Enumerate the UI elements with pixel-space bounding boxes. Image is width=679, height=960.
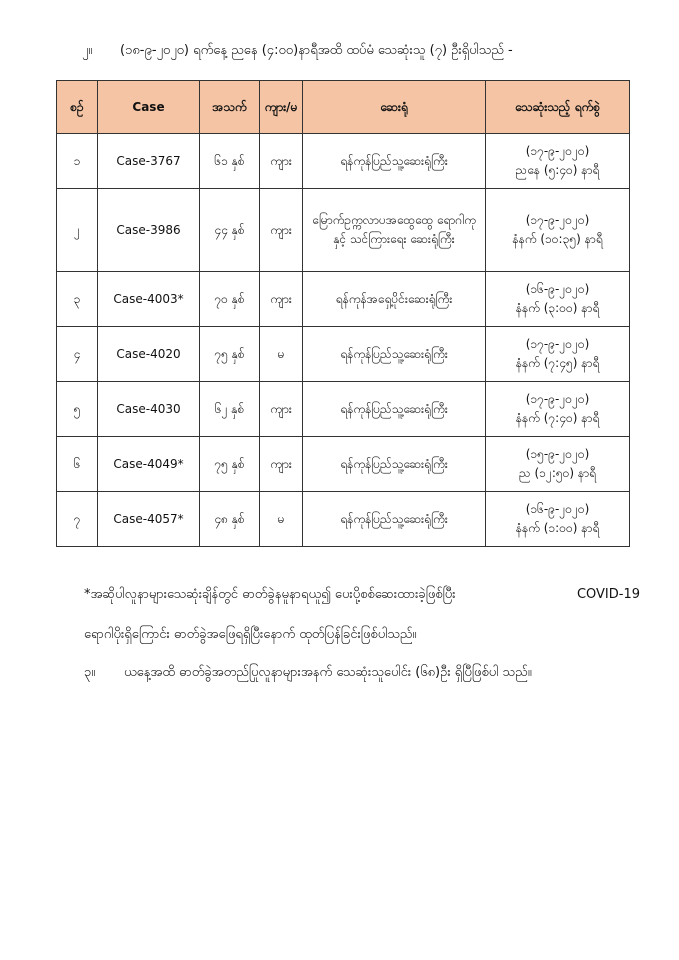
cell-age: ၆၁ နှစ် [200, 134, 260, 189]
cell-date [486, 134, 630, 189]
cell-hospital: ရန်ကုန်ပြည်သူ့ဆေးရုံကြီး [303, 437, 486, 492]
cell-age: ၆၂ နှစ် [200, 382, 260, 437]
header-date: သေဆုံးသည့် ရက်စွဲ [486, 81, 630, 134]
cell-case: Case-3986 [98, 189, 200, 272]
cell-hospital: မြောက်ဥက္ကလာပအထွေထွေ ရောဂါကုနှင့် သင်ကြားရေး ဆေးရုံကြီး [303, 189, 486, 272]
time-value: နံနက် (၁:၀၀) နာရီ [515, 521, 600, 535]
header-no: စဉ် [57, 81, 98, 134]
cell-case: Case-3767 [98, 134, 200, 189]
table-row [57, 189, 630, 272]
cell-case: Case-4020 [98, 327, 200, 382]
cell-sex: ကျား [260, 272, 303, 327]
cell-hospital: ရန်ကုန်အရှေ့ပိုင်းဆေးရုံကြီး [303, 272, 486, 327]
cell-sex: ကျား [260, 189, 303, 272]
header-hospital: ဆေးရုံ [303, 81, 486, 134]
cell-sex: ကျား [260, 382, 303, 437]
footnote-covid: COVID-19 [576, 587, 640, 602]
table-row [57, 437, 630, 492]
table-row [57, 492, 630, 547]
cell-age: ၇၀ နှစ် [200, 272, 260, 327]
cell-case: Case-4049* [98, 437, 200, 492]
cell-case: Case-4030 [98, 382, 200, 437]
cell-no: ၆ [57, 437, 98, 492]
cell-case: Case-4003* [98, 272, 200, 327]
footnote-text: *အဆိုပါလူနာများသေဆုံးချိန်တွင် ဓာတ်ခွဲနမူနာရယူ၍ ပေးပို့စစ်ဆေးထားခဲ့ဖြစ်ပြီး [84, 587, 456, 602]
cell-sex: မ [260, 492, 303, 547]
header-sex: ကျား/မ [260, 81, 303, 134]
time-value: နံနက် (၁၀:၃၅) နာရီ [512, 232, 603, 246]
date-value: (၁၇-၉-၂၀၂၀) [525, 144, 590, 159]
date-value: (၁၇-၉-၂၀၂၀) [525, 213, 590, 228]
date-value: (၁၇-၉-၂၀၂၀) [525, 337, 590, 352]
time-value: နံနက် (၇:၄၅) နာရီ [515, 356, 600, 370]
time-value: နံနက် (၃:၀၀) နာရီ [515, 301, 600, 315]
date-value: (၁၇-၉-၂၀၂၀) [525, 392, 590, 407]
cell-hospital: ရန်ကုန်ပြည်သူ့ဆေးရုံကြီး [303, 134, 486, 189]
table-row [57, 382, 630, 437]
date-value: (၁၆-၉-၂၀၂၀) [525, 282, 590, 297]
cell-hospital: ရန်ကုန်ပြည်သူ့ဆေးရုံကြီး [303, 327, 486, 382]
table-header-row [57, 81, 630, 134]
header-case: Case [98, 81, 200, 134]
cell-hospital: ရန်ကုန်ပြည်သူ့ဆေးရုံကြီး [303, 382, 486, 437]
cell-no: ၁ [57, 134, 98, 189]
cell-date [486, 492, 630, 547]
header-age: အသက် [200, 81, 260, 134]
item-3-text: ယနေ့အထိ ဓာတ်ခွဲအတည်ပြုလူနာများအနက် သေဆုံးသူပေါင်း (၆၈)ဦး ရှိပြီဖြစ်ပါ သည်။ [124, 665, 532, 680]
time-value: ညနေ (၅:၄၀) နာရီ [515, 163, 600, 177]
table-row [57, 272, 630, 327]
cell-date [486, 189, 630, 272]
table-row [57, 327, 630, 382]
footnote-line-2: ရောဂါပိုးရှိကြောင်း ဓာတ်ခွဲအဖြေရရှိပြီးနောက် ထုတ်ပြန်ခြင်းဖြစ်ပါသည်။ [84, 627, 417, 642]
cell-date [486, 272, 630, 327]
deaths-table [56, 80, 630, 547]
cell-date [486, 437, 630, 492]
cell-no: ၃ [57, 272, 98, 327]
cell-no: ၅ [57, 382, 98, 437]
cell-no: ၇ [57, 492, 98, 547]
cell-date [486, 327, 630, 382]
time-value: ည (၁၂:၅၀) နာရီ [519, 466, 596, 480]
cell-age: ၇၅ နှစ် [200, 327, 260, 382]
cell-no: ၄ [57, 327, 98, 382]
footnote-line-1 [84, 586, 640, 604]
cell-sex: ကျား [260, 437, 303, 492]
date-value: (၁၅-၉-၂၀၂၀) [525, 447, 590, 462]
item-3-number: ၃။ [84, 665, 96, 680]
date-value: (၁၆-၉-၂၀၂၀) [525, 502, 590, 517]
heading-number: ၂။ [82, 43, 93, 58]
cell-case: Case-4057* [98, 492, 200, 547]
table-row [57, 134, 630, 189]
cell-date [486, 382, 630, 437]
cell-sex: မ [260, 327, 303, 382]
cell-age: ၄၄ နှစ် [200, 189, 260, 272]
heading-text: (၁၈-၉-၂၀၂၀) ရက်နေ့ ညနေ (၄:၀၀)နာရီအထိ ထပ်မံ သေဆုံးသူ (၇) ဦးရှိပါသည် - [120, 43, 513, 58]
cell-hospital: ရန်ကုန်ပြည်သူ့ဆေးရုံကြီး [303, 492, 486, 547]
cell-age: ၇၅ နှစ် [200, 437, 260, 492]
time-value: နံနက် (၇:၄၀) နာရီ [515, 411, 600, 425]
cell-sex: ကျား [260, 134, 303, 189]
cell-no: ၂ [57, 189, 98, 272]
cell-age: ၄၈ နှစ် [200, 492, 260, 547]
